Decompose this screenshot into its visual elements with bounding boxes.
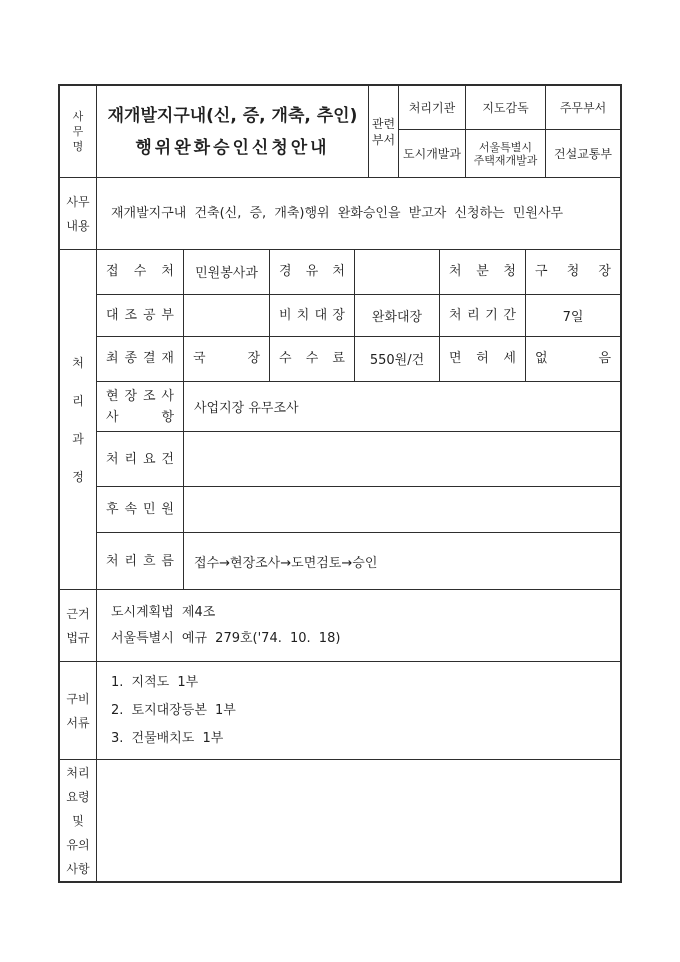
task-summary-label [60,178,97,249]
process-label-char: 리 [72,393,84,408]
process-section [60,250,620,590]
handling-notes-label-line: 및 [72,813,84,828]
process-label-char: 처 [72,355,84,370]
related-dept-label-line: 관련 [371,116,396,131]
related-dept-grid [399,86,620,177]
disposal-authority-value [526,250,620,294]
header-row [60,86,620,178]
task-summary-label-line: 내용 [66,218,90,233]
license-tax-value [526,337,620,381]
cell-text: 후 속 민 원 [106,502,174,518]
task-name-label-char: 무 [72,125,84,138]
dept-role-supervision: 지도감독 [466,86,546,129]
process-row-site-survey [97,382,620,433]
disposal-authority-label [440,250,526,294]
dept-org-line: 주택재개발과 [473,153,538,167]
reference-records-value [184,295,270,336]
task-summary-label-line: 사무 [66,194,90,209]
cell-text: 현 장 조 사 [106,388,174,404]
cell-text: 국 장 [193,351,260,367]
cell-text: 비 치 대 장 [279,307,345,323]
cell-text: 경 유 처 [279,264,345,280]
handling-notes-label-line: 처리 [66,765,90,780]
process-label-char: 정 [72,469,84,484]
process-row-records [97,295,620,337]
cell-text: 대 조 공 부 [106,307,174,323]
related-dept-label-line: 부서 [371,132,396,147]
legal-basis-line: 도시계획법 제4조 [111,604,216,620]
processing-period-label [440,295,526,336]
legal-basis-row [60,590,620,662]
cell-text: 구 청 장 [535,264,611,280]
dept-org-processing [399,130,466,177]
followup-value [184,487,620,532]
reference-records-label [97,295,184,336]
required-document-item: 2. 토지대장등본 1부 [111,702,236,718]
process-row-reception [97,250,620,295]
final-approval-value [184,337,270,381]
process-flow-value: 접수→현장조사→도면검토→승인 [194,555,378,571]
task-name-label [60,86,97,177]
license-tax-label [440,337,526,381]
handling-notes-text [97,760,620,881]
civil-affairs-form-table [58,84,622,883]
process-section-label [60,250,97,589]
dept-role-processing: 처리기관 [399,86,466,129]
legal-basis-label-line: 근거 [66,606,90,621]
cell-text: 사 항 [106,409,174,425]
cell-text: 최 종 결 재 [106,351,174,367]
form-title-line1: 재개발지구내(신, 증, 개축, 추인) [107,105,358,126]
required-documents-label-line: 구비 [66,691,90,706]
process-label-char: 과 [72,431,84,446]
followup-label [97,487,184,532]
reception-value: 민원봉사과 [184,250,270,294]
legal-basis-label [60,590,97,661]
form-title [97,86,369,177]
legal-basis-line: 서울특별시 예규 279호('74. 10. 18) [111,630,341,646]
task-summary-row [60,178,620,250]
task-name-label-char: 명 [72,140,84,153]
form-title-line2: 행위완화승인신청안내 [135,137,330,158]
ledger-label [270,295,355,336]
requirements-value [184,432,620,486]
dept-org-line: 도시개발과 [403,146,461,161]
via-office-value [355,250,440,294]
handling-notes-label-line: 요령 [66,789,90,804]
cell-text: 없 음 [535,351,611,367]
process-row-requirements [97,432,620,487]
cell-text: 면 허 세 [449,351,516,367]
process-row-approval [97,337,620,382]
site-survey-label [97,382,184,432]
required-documents-label-line: 서류 [66,715,90,730]
required-documents-label [60,662,97,759]
required-document-item: 1. 지적도 1부 [111,674,199,690]
cell-text: 처 리 요 건 [106,451,174,467]
dept-role-row [399,86,620,130]
dept-org-line: 건설교통부 [554,146,612,161]
fee-label [270,337,355,381]
handling-notes-label [60,760,97,881]
process-grid [97,250,620,589]
task-summary-text-line: 재개발지구내 건축(신, 증, 개축)행위 완화승인을 받고자 신청하는 민원사무 [111,205,564,221]
required-documents-row [60,662,620,760]
required-documents-list [97,662,620,759]
process-row-flow [97,533,620,589]
required-document-item: 3. 건물배치도 1부 [111,730,224,746]
cell-text: 접 수 처 [106,264,174,280]
dept-org-line: 서울특별시 [478,140,533,154]
reception-label [97,250,184,294]
dept-org-supervision [466,130,546,177]
via-office-label [270,250,355,294]
task-summary-text [97,178,620,249]
task-name-label-char: 사 [72,110,84,123]
handling-notes-label-line: 유의 [66,837,90,852]
processing-period-value: 7일 [562,309,584,325]
legal-basis-label-line: 법규 [66,630,90,645]
handling-notes-row [60,760,620,881]
dept-org-row [399,130,620,177]
final-approval-label [97,337,184,381]
process-row-followup [97,487,620,533]
cell-text: 처 분 청 [449,264,516,280]
cell-text: 처 리 기 간 [449,307,516,323]
dept-role-competent: 주무부서 [559,100,607,115]
process-flow-label [97,533,184,589]
cell-text: 처 리 흐 름 [106,553,174,569]
ledger-value: 완화대장 [355,295,440,336]
site-survey-value: 사업지장 유무조사 [194,401,299,417]
related-dept-label [369,86,399,177]
handling-notes-label-line: 사항 [66,861,90,876]
fee-value: 550원/건 [355,337,440,381]
dept-org-competent [546,130,620,177]
requirements-label [97,432,184,486]
cell-text: 수 수 료 [279,351,345,367]
legal-basis-text [97,590,620,661]
